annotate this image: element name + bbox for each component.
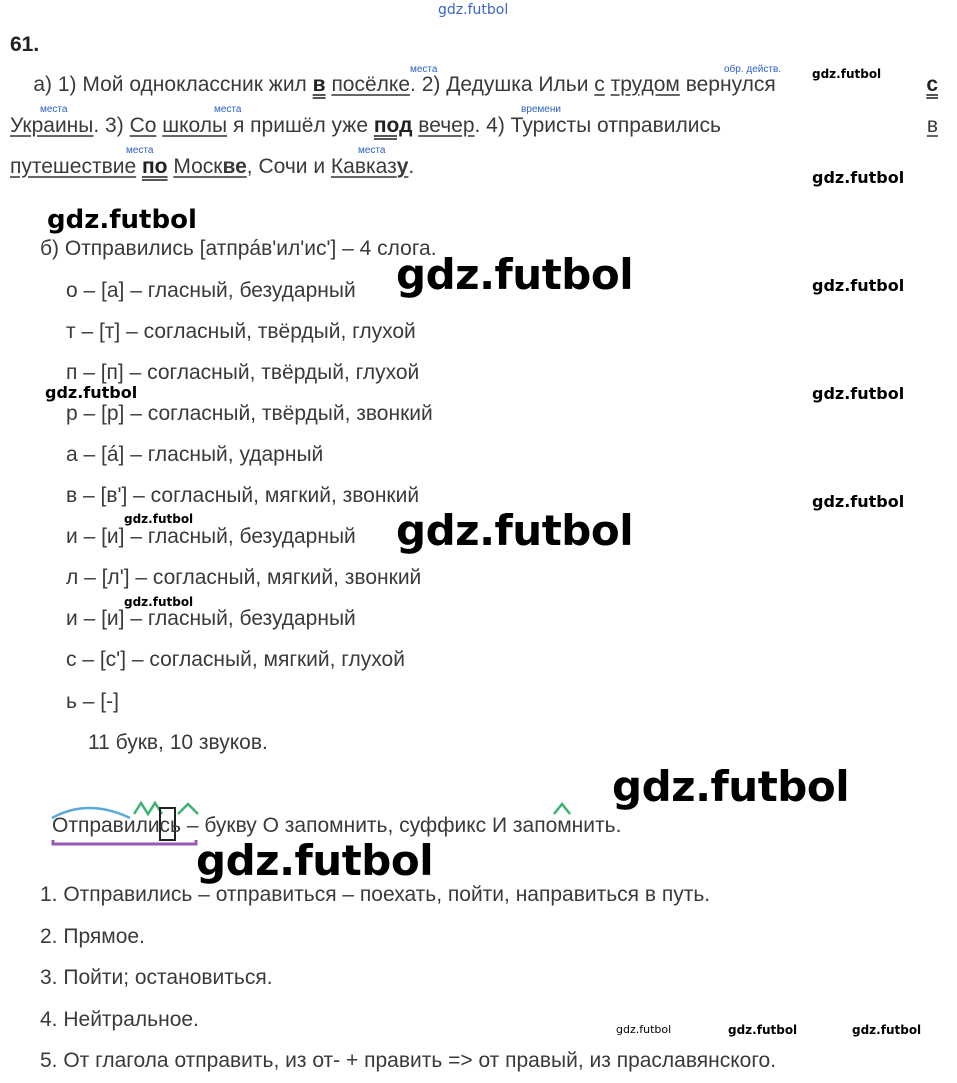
phonetic-row: ь – [-] bbox=[66, 690, 119, 713]
watermark-top: gdz.futbol bbox=[438, 2, 509, 18]
morphemic-word: Отправились bbox=[52, 814, 181, 837]
phonetic-row: р – [р] – согласный, твёрдый, звонкий bbox=[66, 402, 433, 425]
phonetic-row: в – [в'] – согласный, мягкий, звонкий bbox=[66, 484, 420, 507]
watermark: gdz.futbol bbox=[852, 1023, 922, 1037]
preposition: в bbox=[926, 114, 938, 137]
noun: Кавказу bbox=[330, 155, 409, 178]
noun: путешествие bbox=[10, 155, 137, 178]
watermark: gdz.futbol bbox=[612, 762, 850, 811]
task-number: 61. bbox=[10, 33, 40, 56]
watermark: gdz.futbol bbox=[124, 595, 194, 609]
text-seg: , Сочи и bbox=[246, 155, 326, 178]
text-seg: а) 1) Мой одноклассник жил bbox=[33, 73, 307, 96]
phonetic-row: т – [т] – согласный, твёрдый, глухой bbox=[66, 320, 416, 343]
watermark: gdz.futbol bbox=[124, 512, 194, 526]
noun: Москве bbox=[173, 155, 247, 178]
label-mesta-4: места bbox=[126, 145, 154, 156]
watermark: gdz.futbol bbox=[812, 168, 905, 187]
answer-item: 5. От глагола отправить, из от- + править => от правый, из праславянского. bbox=[40, 1049, 777, 1072]
phonetic-row: л – [л'] – согласный, мягкий, звонкий bbox=[66, 566, 422, 589]
label-vremeni: времени bbox=[521, 104, 561, 115]
part-a-line-1 bbox=[10, 72, 938, 98]
part-b-header: б) Отправились [атпрáв'ил'ис'] – 4 слога. bbox=[40, 237, 437, 260]
preposition: с bbox=[926, 73, 938, 96]
watermark: gdz.futbol bbox=[812, 67, 882, 81]
part-a-line-2 bbox=[10, 113, 938, 139]
label-mesta-5: места bbox=[358, 145, 386, 156]
watermark: gdz.futbol bbox=[196, 836, 434, 885]
text-seg: . 4) Туристы отправились bbox=[474, 114, 721, 137]
watermark: gdz.futbol bbox=[812, 492, 905, 511]
phonetic-row: и – [и] – гласный, безударный bbox=[66, 525, 356, 548]
watermark: gdz.futbol bbox=[812, 276, 905, 295]
noun: школы bbox=[162, 114, 228, 137]
answer-item: 3. Пойти; остановиться. bbox=[40, 966, 273, 989]
noun: вечер bbox=[418, 114, 475, 137]
preposition: Со bbox=[129, 114, 157, 137]
watermark: gdz.futbol bbox=[812, 384, 905, 403]
text-seg: вернулся bbox=[685, 73, 776, 96]
letters-sounds-summary: 11 букв, 10 звуков. bbox=[88, 731, 268, 754]
watermark: gdz.futbol bbox=[616, 1023, 672, 1036]
label-mesta-1: места bbox=[410, 64, 438, 75]
text-seg: я пришёл уже bbox=[232, 114, 369, 137]
text-seg: . bbox=[408, 155, 415, 178]
watermark: gdz.futbol bbox=[728, 1023, 798, 1037]
noun: трудом bbox=[610, 73, 680, 96]
phonetic-row: о – [а] – гласный, безударный bbox=[66, 279, 356, 302]
answer-item: 4. Нейтральное. bbox=[40, 1008, 199, 1031]
text-seg: . 3) bbox=[93, 114, 124, 137]
phonetic-row: а – [á] – гласный, ударный bbox=[66, 443, 324, 466]
label-mesta-3: места bbox=[214, 104, 242, 115]
answer-item: 1. Отправились – отправиться – поехать, пойти, направиться в путь. bbox=[40, 883, 711, 906]
phonetic-row: и – [и] – гласный, безударный bbox=[66, 607, 356, 630]
label-mesta-2: места bbox=[40, 104, 68, 115]
noun: посёлке bbox=[331, 73, 411, 96]
watermark: gdz.futbol bbox=[396, 250, 634, 299]
preposition: с bbox=[594, 73, 605, 96]
preposition: по bbox=[142, 155, 168, 178]
watermark: gdz.futbol bbox=[47, 205, 197, 235]
morphemic-rest: – букву О запомнить, суффикс И запомнить. bbox=[181, 814, 622, 837]
watermark: gdz.futbol bbox=[396, 506, 634, 555]
text-seg: . 2) Дедушка Ильи bbox=[410, 73, 589, 96]
preposition: под bbox=[373, 114, 413, 137]
preposition: в bbox=[312, 73, 326, 96]
phonetic-row: с – [с'] – согласный, мягкий, глухой bbox=[66, 648, 405, 671]
label-obr: обр. действ. bbox=[724, 64, 782, 75]
noun: Украины bbox=[10, 114, 94, 137]
watermark: gdz.futbol bbox=[45, 383, 138, 402]
phonetic-row: п – [п] – согласный, твёрдый, глухой bbox=[66, 361, 420, 384]
answer-item: 2. Прямое. bbox=[40, 925, 145, 948]
part-a-line-3 bbox=[10, 154, 414, 180]
